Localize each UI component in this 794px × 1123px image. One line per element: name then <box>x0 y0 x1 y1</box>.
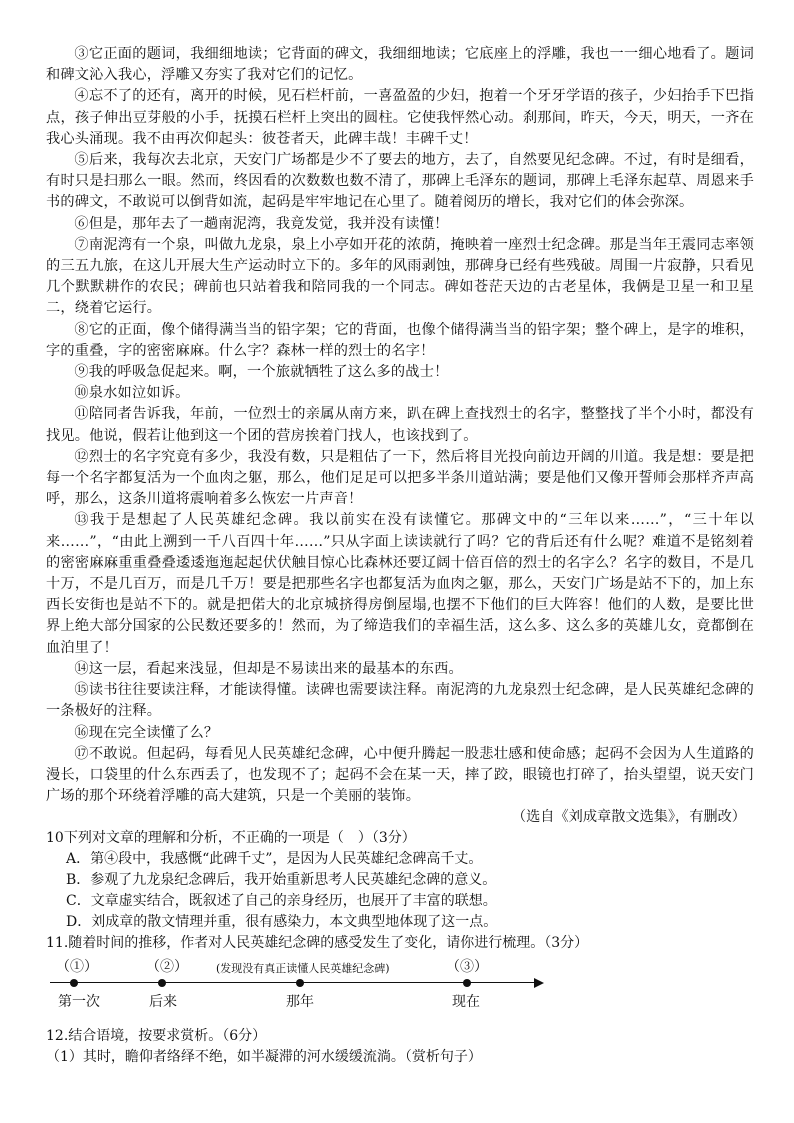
question-12 <box>46 1026 754 1068</box>
paragraph-6: ⑥但是，那年去了一趟南泥湾，我竟发觉，我并没有读懂！ <box>74 215 449 232</box>
paragraph-12: ⑫烈士的名字究竟有多少，我没有数，只是粗估了一下，然后将目光投向前边开阔的川道。我是想：要是把每一个名字都复活为一个血肉之躯，那么，他们足足可以把多半条川道站满；要是他们又像开誓师会那样齐声高呼，那么，这条川道将震响着多么恢宏一片声音！ <box>46 448 754 508</box>
source-citation: （选自《刘成章散文选集》，有删改） <box>511 809 746 826</box>
paragraph-8: ⑧它的正面，像个储得满当当的铅字架；它的背面，也像个储得满当当的铅字架；整个碑上，是字的堆积，字的重叠，字的密密麻麻。什么字？森林一样的烈士的名字！ <box>46 321 754 359</box>
timeline-label-first: 第一次 <box>58 994 100 1011</box>
question-10 <box>46 828 754 933</box>
paragraph-7: ⑦南泥湾有一个泉，叫做九龙泉，泉上小亭如开花的浓荫，掩映着一座烈士纪念碑。那是当年王震同志率领的三五九旅，在这儿开展大生产运动时立下的。多年的风雨剥蚀，那碑身已经有些残破。周围一片寂静，只看见几个默默耕作的农民；碑前也只站着我和陪同我的一个同志。碑如苍茫天边的古老星体，我俩是卫星一和卫星二，绕着它运行。 <box>46 236 754 317</box>
timeline-dot-first <box>70 979 78 987</box>
timeline-blank-1: （①） <box>56 959 98 976</box>
option-a: A．第④段中，我感慨“此碑千丈”，是因为人民英雄纪念碑高千丈。 <box>66 851 483 868</box>
question-10-stem: 10下列对文章的理解和分析，不正确的一项是（ ）（3分） <box>46 830 416 847</box>
paragraph-5: ⑤后来，我每次去北京，天安门广场都是少不了要去的地方，去了，自然要见纪念碑。不过，有时是细看，有时只是扫那么一眼。然而，终因看的次数数也数不清了，那碑上毛泽东的题词，那碑上毛泽东起草、周恩来手书的碑文，不敢说可以倒背如流，起码是牢牢地记在心里了。随着阅历的增长，我对它们的体会弥深。 <box>46 152 754 211</box>
timeline-label-now: 现在 <box>452 994 480 1011</box>
timeline-dot-now <box>463 979 471 987</box>
timeline-dot-that-year <box>296 979 304 987</box>
timeline-arrowhead <box>534 978 544 988</box>
exam-page <box>46 44 754 1068</box>
paragraph-3: ③它正面的题词，我细细地读；它背面的碑文，我细细地读；它底座上的浮雕，我也一一细心地看了。题词和碑文沁入我心，浮雕又夯实了我对它们的记忆。 <box>46 46 754 84</box>
paragraph-15: ⑮读书往往要读注释，才能读得懂。读碑也需要读注释。南泥湾的九龙泉烈士纪念碑，是人民英雄纪念碑的一条极好的注释。 <box>46 682 754 720</box>
paragraph-17: ⑰不敢说。但起码，每看见人民英雄纪念碑，心中便升腾起一股悲壮感和使命感；起码不会因为人生道路的漫长，口袋里的什么东西丢了，也发现不了；起码不会在某一天，摔了跤，眼镜也打碎了，抬头望望，说天安门广场的那个环绕着浮雕的高大建筑，只是一个美丽的装饰。 <box>46 745 754 805</box>
paragraph-11: ⑪陪同者告诉我，年前，一位烈士的亲属从南方来，趴在碑上查找烈士的名字，整整找了半个小时，都没有找见。他说，假若让他到这一个团的营房挨着门找人，也该找到了。 <box>46 406 754 444</box>
timeline-blank-3: （③） <box>446 959 488 976</box>
paragraph-14: ⑭这一层，看起来浅显，但却是不易读出来的最基本的东西。 <box>74 660 463 677</box>
paragraph-9: ⑨我的呼吸急促起来。啊，一个旅就牺牲了这么多的战士！ <box>74 364 449 381</box>
question-12-sub1: （1）其时，瞻仰者络绎不绝，如半凝滞的河水缓缓流淌。（赏析句子） <box>46 1049 482 1066</box>
reading-passage <box>46 44 754 828</box>
timeline-diagram <box>46 956 754 1026</box>
timeline-note: (发现没有真正读懂人民英雄纪念碑) <box>216 962 390 976</box>
question-11 <box>46 933 754 1026</box>
paragraph-4: ④忘不了的还有，离开的时候，见石栏杆前，一喜盈盈的少妇，抱着一个牙牙学语的孩子，少妇抬手下巴指点，孩子伸出豆芽般的小手，抚摸石栏杆上突出的圆柱。它使我怦然心动。刹那间，昨天，今天，明天，一齐在我心头涌现。我不由再次仰起头：彼苍者天，此碑丰哉！丰碑千丈！ <box>46 88 754 147</box>
question-11-stem: 11.随着时间的推移，作者对人民英雄纪念碑的感受发生了变化，请你进行梳理。（3分） <box>46 935 589 952</box>
timeline-label-that-year: 那年 <box>286 994 314 1011</box>
paragraph-13: ⑬我于是想起了人民英雄纪念碑。我以前实在没有读懂它。那碑文中的“三年以来……”，“三十年以来……”，“由此上溯到一千八百四十年……”只从字面上读读就行了吗？它的背后还有什么呢？难道不是铭刻着的密密麻麻重重叠叠逶逶迤迤起起伏伏触目惊心比森林还要辽阔十倍百倍的烈士的名字么？名字的数目，不是几十万，不是几百万，而是几千万！要是把那些名字也都复活为血肉之躯，那么，天安门广场是站不下的，加上东西长安街也是站不下的。就是把偌大的北京城挤得房倒屋塌,也摆不下他们的巨大阵容！他们的人数，是要比世界上绝大部分国家的公民数还要多的！然而，为了缔造我们的幸福生活，这么多、这么多的英雄儿女，竟都倒在血泊里了！ <box>46 512 754 656</box>
paragraph-16: ⑯现在完全读懂了么？ <box>74 724 219 741</box>
question-12-stem: 12.结合语境，按要求赏析。（6分） <box>46 1028 267 1045</box>
option-c: C．文章虚实结合，既叙述了自己的亲身经历，也展开了丰富的联想。 <box>66 893 497 910</box>
timeline-blank-2: （②） <box>146 959 188 976</box>
timeline-dot-later <box>158 979 166 987</box>
timeline-label-later: 后来 <box>149 994 177 1011</box>
paragraph-10: ⑩泉水如泣如诉。 <box>74 385 190 402</box>
option-d: D．刘成章的散文情理并重，很有感染力，本文典型地体现了这一点。 <box>66 914 498 931</box>
option-b: B．参观了九龙泉纪念碑后，我开始重新思考人民英雄纪念碑的意义。 <box>66 872 497 889</box>
